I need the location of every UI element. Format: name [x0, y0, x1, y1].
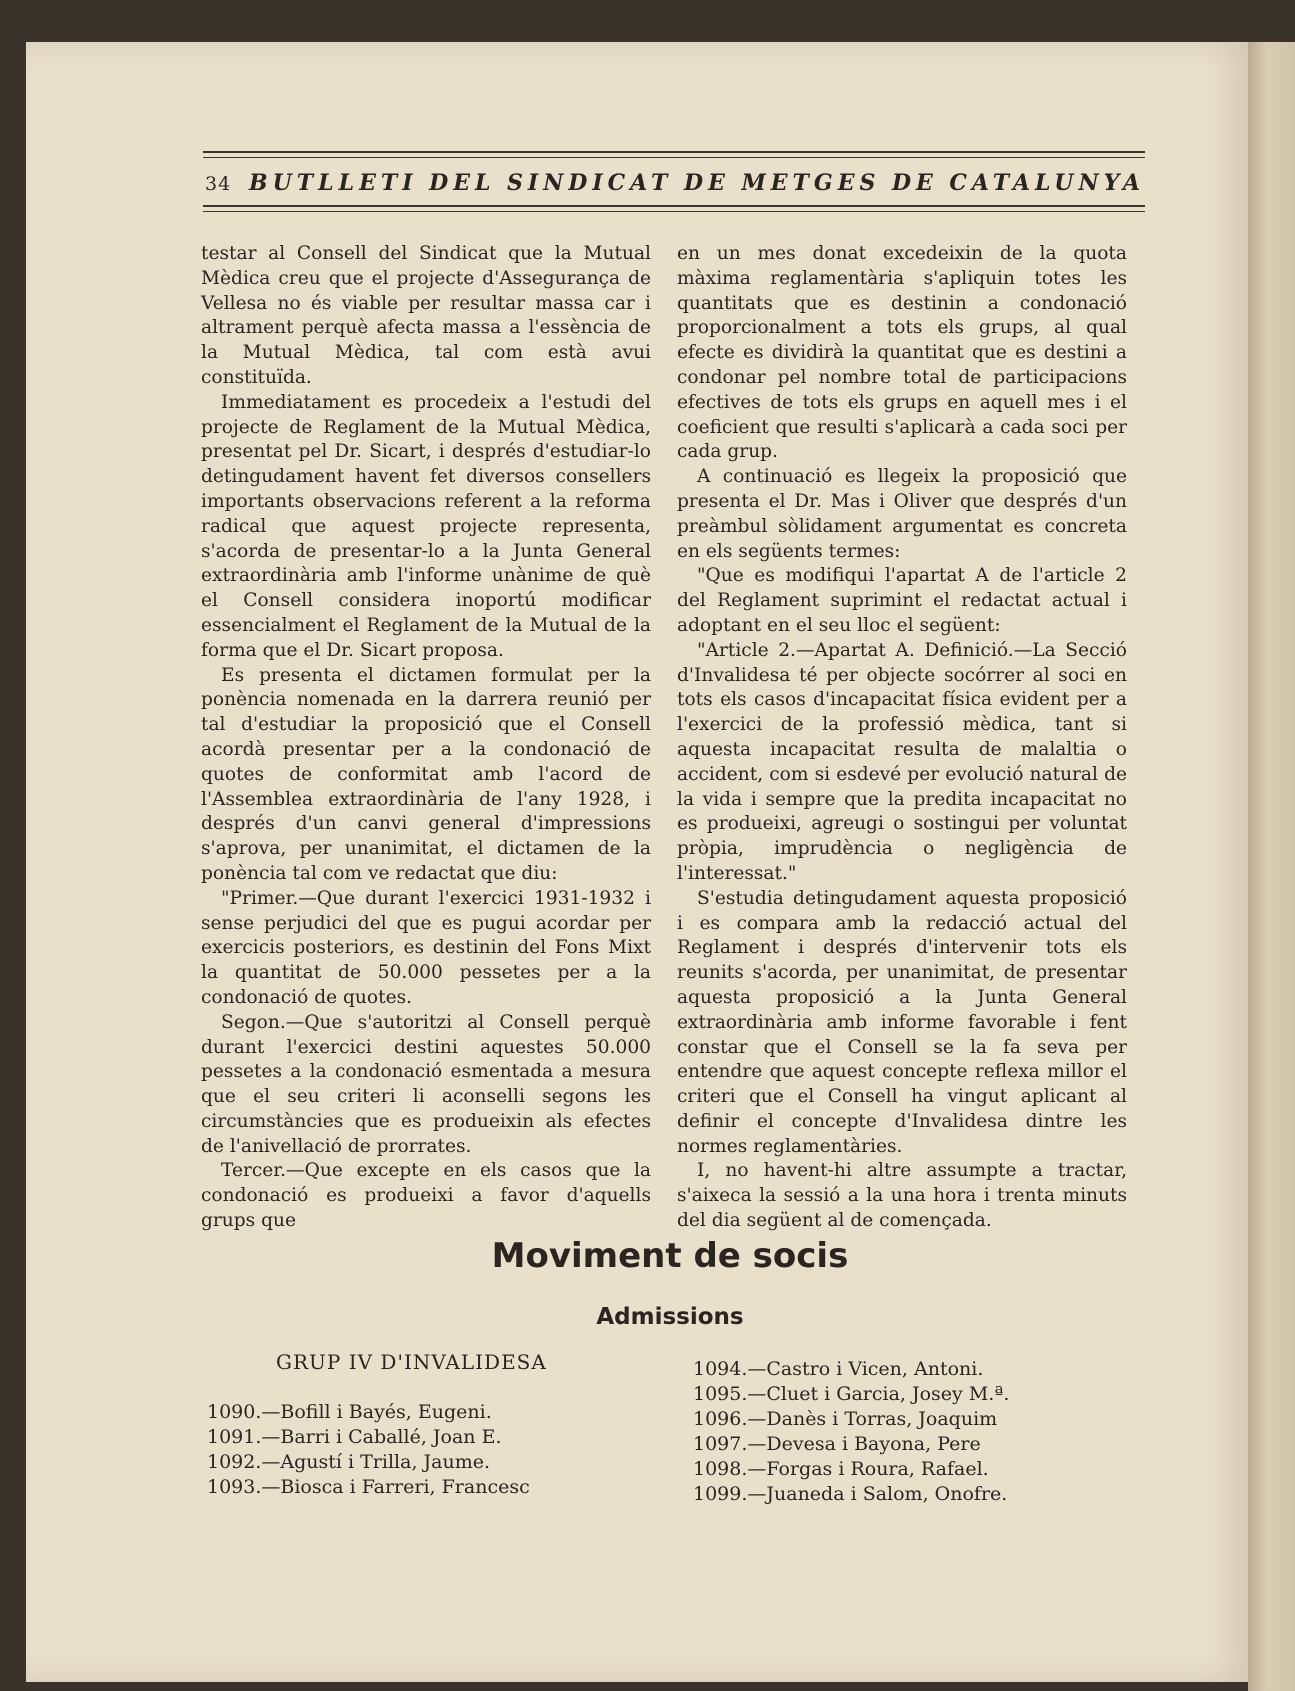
paragraph: "Que es modifiqui l'apartat A de l'article 2 del Reglament suprimint el redactat actual i adoptant en el seu lloc el següent:	[677, 565, 1127, 636]
list-item: 1091.—Barri i Caballé, Joan E.	[207, 1426, 502, 1448]
list-item: 1098.—Forgas i Roura, Rafael.	[693, 1458, 989, 1480]
list-item: 1096.—Danès i Torras, Joaquim	[693, 1408, 998, 1430]
header-rule-bottom	[203, 205, 1145, 207]
title-word: BUTLLETI	[249, 170, 418, 196]
page-number: 34	[205, 173, 232, 195]
text-column-left	[201, 242, 651, 1234]
header-rule-top-2	[203, 157, 1145, 158]
running-header	[205, 170, 1145, 204]
paragraph: Tercer.—Que excepte en els casos que la condonació es produeixi a favor d'aquells grups que	[201, 1160, 651, 1232]
list-item: 1094.—Castro i Vicen, Antoni.	[693, 1358, 984, 1380]
section-title: Moviment de socis	[491, 1236, 849, 1276]
paragraph: Es presenta el dictamen formulat per la ponència nomenada en la darrera reunió per tal d'estudiar la proposició que el Consell acordà presentar per a la condonació de quotes de conformitat amb l'acord de l'Assemblea extraordinària de l'any 1928, i després d'un canvi general d'impressions s'aprova, per unanimitat, el dictamen de la ponència tal com ve redactat que diu:	[201, 664, 651, 884]
member-list-left	[207, 1400, 530, 1500]
list-item: 1092.—Agustí i Trilla, Jaume.	[207, 1451, 491, 1473]
list-item: 1090.—Bofill i Bayés, Eugeni.	[207, 1401, 492, 1423]
title-word: DEL	[429, 170, 496, 196]
header-rule-top	[203, 151, 1145, 153]
paragraph: A continuació es llegeix la proposició que presenta el Dr. Mas i Oliver que després d'un preàmbul sòlidament argumentat es concreta en els següents termes:	[677, 466, 1127, 562]
text-column-right	[677, 242, 1127, 1234]
header-rule-bottom-2	[203, 211, 1145, 212]
paragraph: Immediatament es procedeix a l'estudi del projecte de Reglament de la Mutual Mèdica, presentat pel Dr. Sicart, i després d'estudiar-lo detingudament havent fet diversos consellers importants observacions referent a la reforma radical que aquest projecte representa, s'acorda de presentar-lo a la Junta General extraordinària amb l'informe unànime de què el Consell considera inoportú modificar essencialment el Reglament de la Mutual de la forma que el Dr. Sicart proposa.	[201, 391, 651, 661]
page-edge	[1248, 42, 1295, 1691]
section-subtitle: Admissions	[596, 1304, 744, 1330]
list-item: 1099.—Juaneda i Salom, Onofre.	[693, 1483, 1008, 1505]
title-word: SINDICAT	[507, 170, 673, 196]
paragraph: Segon.—Que s'autoritzi al Consell perquè durant l'exercici destini aquestes 50.000 pessetes a la condonació esmentada a mesura que el seu criteri li aconselli segons les circumstàncies que es produeixin als efectes de l'anivellació de prorrates.	[201, 1011, 651, 1157]
list-item: 1097.—Devesa i Bayona, Pere	[693, 1433, 981, 1455]
journal-title	[249, 170, 1145, 196]
paragraph: I, no havent-hi altre assumpte a tractar, s'aixeca la sessió a la una hora i trenta minuts del dia següent al de començada.	[677, 1160, 1127, 1232]
list-item: 1095.—Cluet i Garcia, Josey M.ª.	[693, 1383, 1010, 1405]
title-word: DE	[684, 170, 730, 196]
paragraph: "Primer.—Que durant l'exercici 1931-1932 i sense perjudici del que es pugui acordar per exercicis posteriors, es destinin del Fons Mixt la quantitat de 50.000 pessetes per a la condonació de quotes.	[201, 887, 651, 1008]
paragraph: en un mes donat excedeixin de la quota màxima reglamentària s'apliquin totes les quantitats que es destinin a condonació proporcionalment a tots els grups, al qual efecte es dividirà la quantitat que es destini a condonar pel nombre total de participacions efectives de tots els grups en aquell mes i el coeficient que resulti s'aplicarà a cada soci per cada grup.	[677, 243, 1127, 463]
member-list-right	[693, 1357, 1009, 1507]
group-heading: GRUP IV D'INVALIDESA	[276, 1350, 547, 1374]
title-word: CATALUNYA	[949, 170, 1145, 196]
title-word: METGES	[741, 170, 881, 196]
paragraph: testar al Consell del Sindicat que la Mutual Mèdica creu que el projecte d'Assegurança de Vellesa no és viable per resultar massa car i altrament perquè afecta massa a l'essència de la Mutual Mèdica, tal com està avui constituïda.	[201, 243, 651, 388]
list-item: 1093.—Biosca i Farreri, Francesc	[207, 1476, 530, 1498]
paragraph: S'estudia detingudament aquesta proposició i es compara amb la redacció actual del Reglament i després d'intervenir tots els reunits s'acorda, per unanimitat, de presentar aquesta proposició a la Junta General extraordinària amb informe favorable i fent constar que el Consell se la fa seva per entendre que aquest concepte reflexa millor el criteri que el Consell ha vingut aplicant al definir el concepte d'Invalidesa dintre les normes reglamentàries.	[677, 887, 1127, 1157]
title-word: DE	[891, 170, 938, 196]
paragraph: "Article 2.—Apartat A. Definició.—La Secció d'Invalidesa té per objecte socórrer al soci en tots els casos d'incapacitat física evident per a l'exercici de la professió mèdica, tant si aquesta incapacitat resulta de malaltia o accident, com si esdevé per evolució natural de la vida i sempre que la predita incapacitat no es produeixi, agreugi o sostingui per voluntat pròpia, imprudència o negligència de l'interessat."	[677, 639, 1127, 884]
